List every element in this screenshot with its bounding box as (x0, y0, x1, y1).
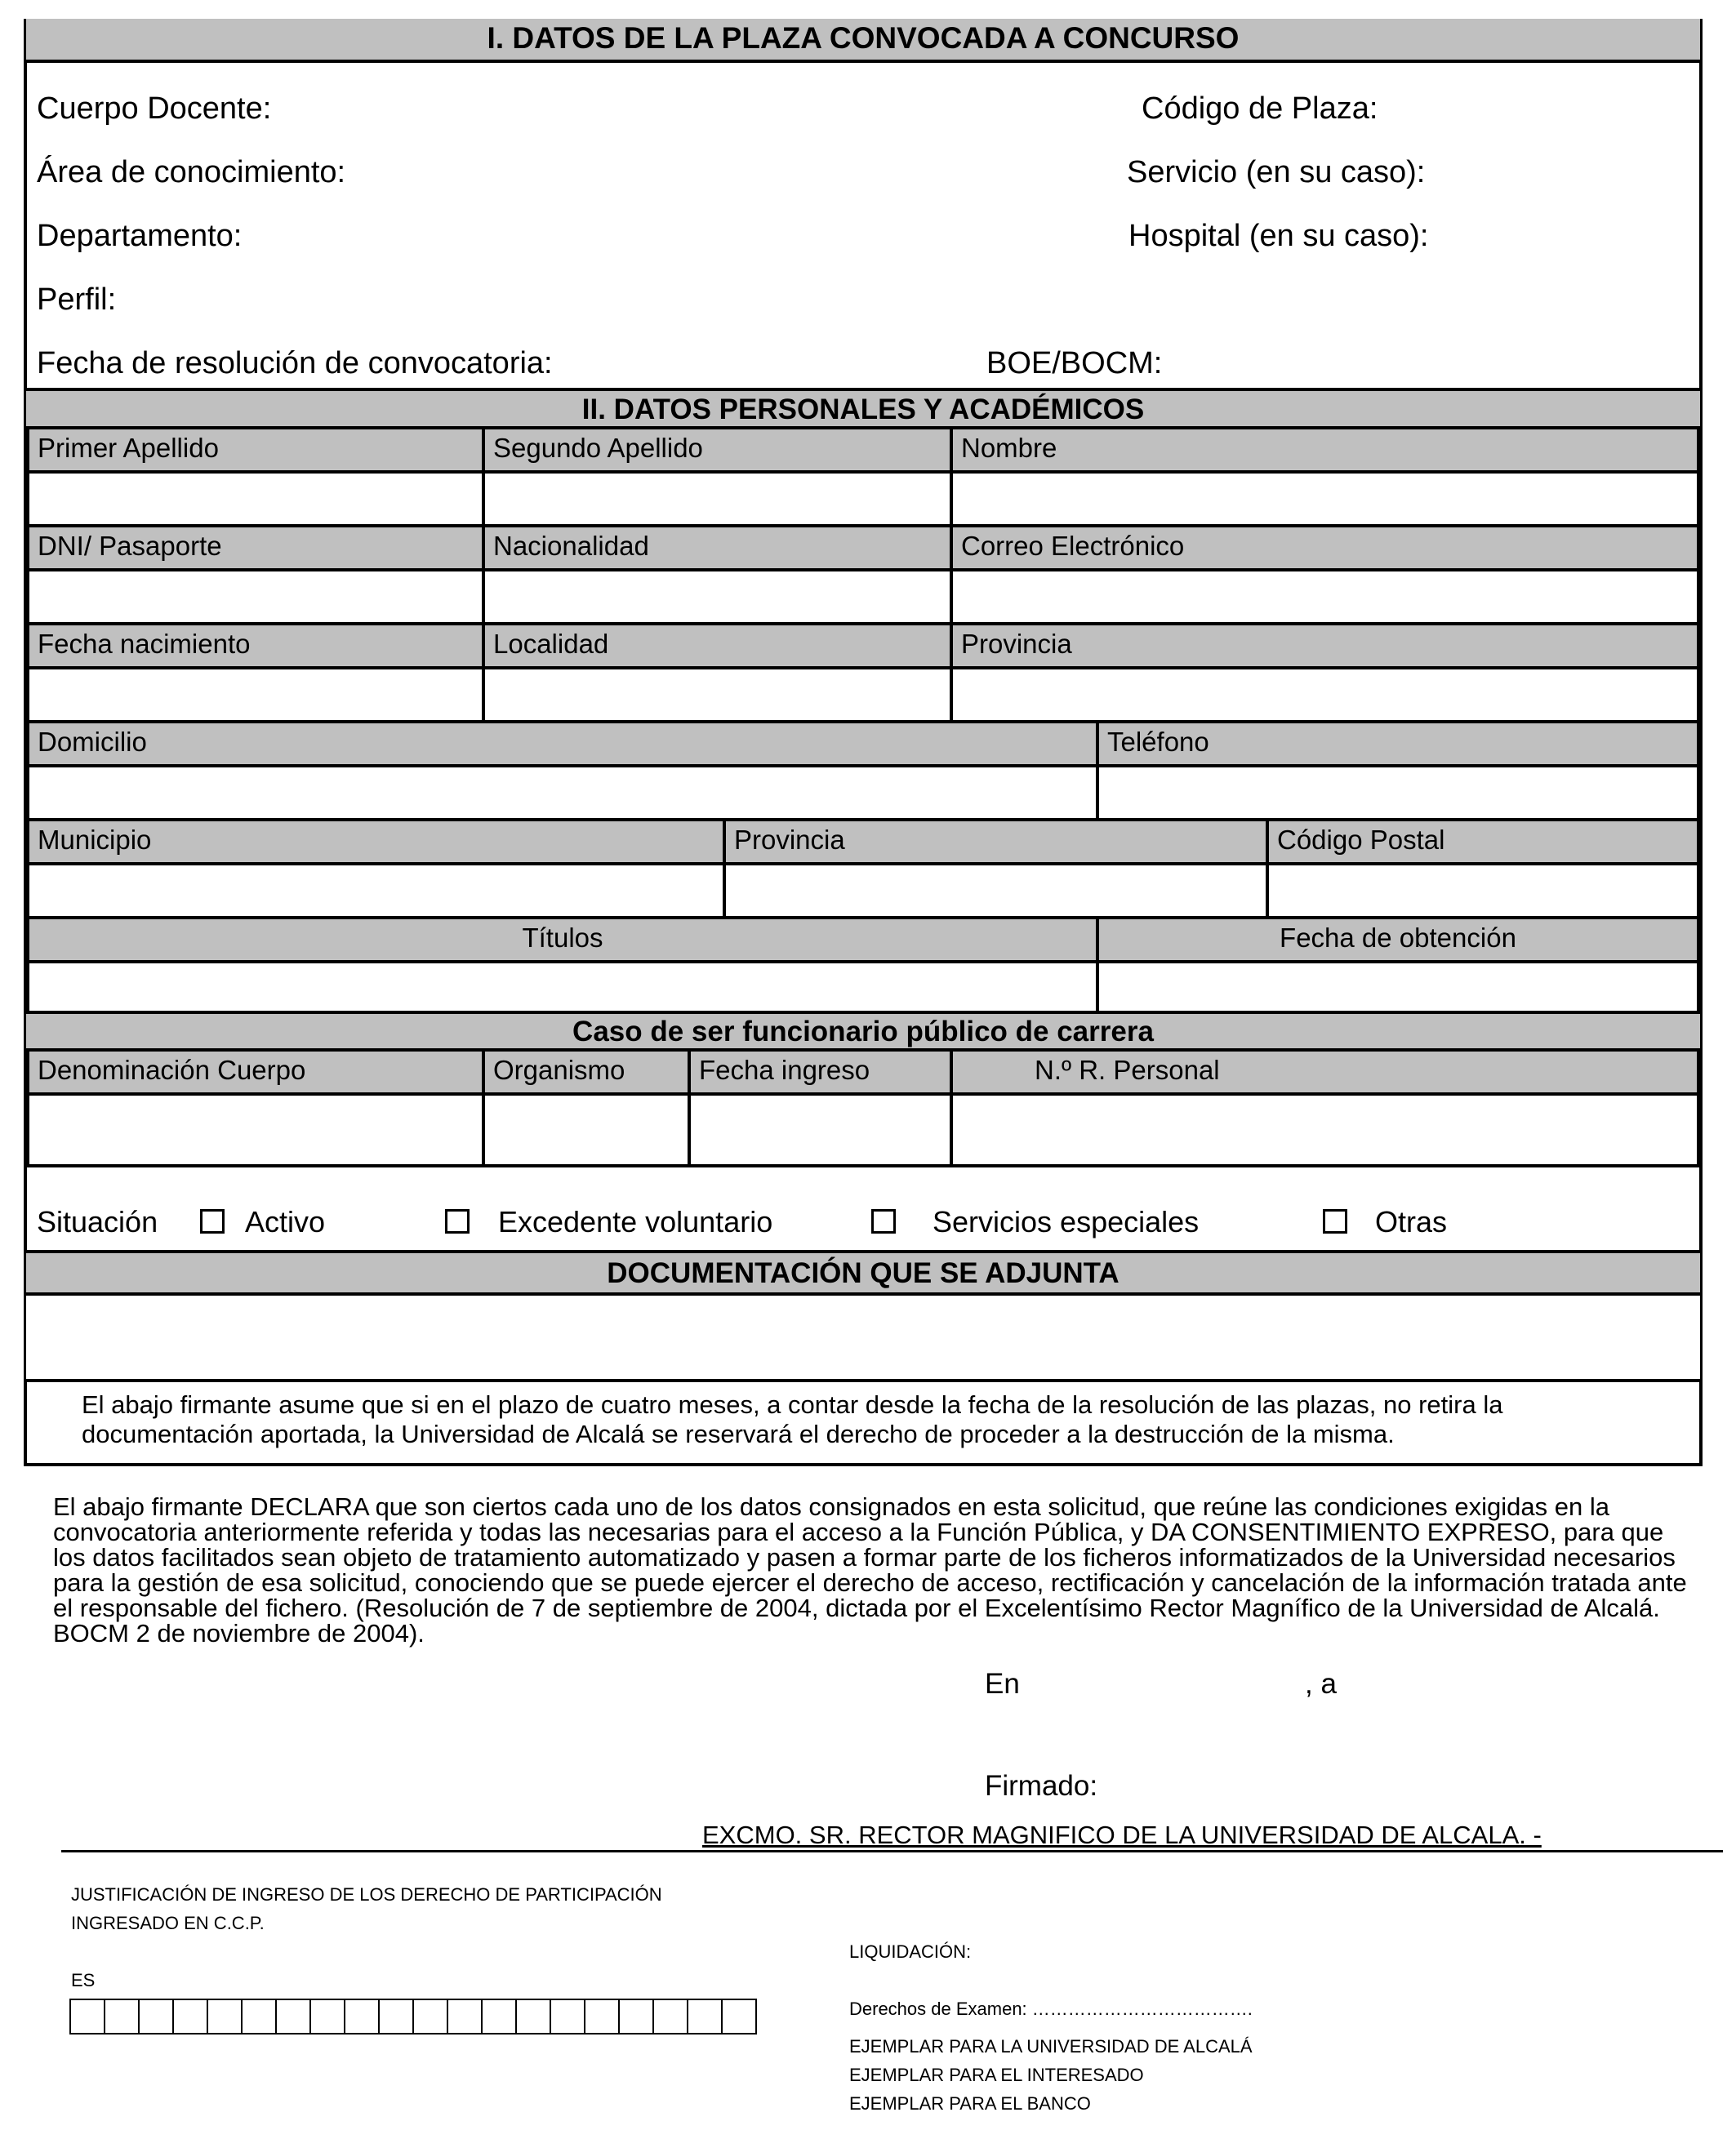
area-conocimiento-label: Área de conocimiento: (37, 155, 346, 189)
telefono-field[interactable] (1096, 764, 1700, 821)
fecha-nacimiento-field[interactable] (26, 666, 485, 723)
segundo-apellido-header: Segundo Apellido (482, 426, 953, 474)
ejemplar-banco: EJEMPLAR PARA EL BANCO (849, 2093, 1091, 2114)
justificacion-label: JUSTIFICACIÓN DE INGRESO DE LOS DERECHO DE PARTICIPACIÓN (71, 1884, 662, 1905)
primer-apellido-field[interactable] (26, 470, 485, 527)
otras-label: Otras (1375, 1205, 1448, 1238)
fecha-resolucion-label: Fecha de resolución de convocatoria: (37, 346, 553, 380)
ejemplar-universidad: EJEMPLAR PARA LA UNIVERSIDAD DE ALCALÁ (849, 2036, 1253, 2057)
declaration-text: El abajo firmante DECLARA que son ciertos cada uno de los datos consignados en esta solicitud, que reúne las condiciones exigidas en la convocatoria anteriormente referida y todas las necesarias para el acceso a la Función Pública, y DA CONSENTIMIENTO EXPRESO, para que los datos facilitados sean objeto de tratamiento automatizado y pasen a formar parte de los ficheros informatizados de la Universidad necesarios para la gestión de esa solicitud, conociendo que se puede ejercer el derecho de acceso, rectificación y cancelación de la información tratada ante el responsable del fichero. (Resolución de 7 de septiembre de 2004, dictada por el Excelentísimo Rector Magnífico de la Universidad de Alcalá. BOCM 2 de noviembre de 2004). (53, 1492, 1687, 1648)
derechos-examen-label: Derechos de Examen: ………………………………. (849, 1999, 1253, 2019)
iban-boxes[interactable] (71, 1999, 757, 2034)
documentacion-header (26, 1250, 1700, 1296)
fecha-obtencion-field[interactable] (1096, 960, 1700, 1014)
codigo-plaza-label: Código de Plaza: (1142, 91, 1378, 126)
municipio-header: Municipio (26, 818, 726, 865)
funcionario-title: Caso de ser funcionario público de carrera (572, 1016, 1154, 1047)
fecha-ingreso-field[interactable] (688, 1092, 953, 1167)
rector-addressee: EXCMO. SR. RECTOR MAGNIFICO DE LA UNIVERSIDAD DE ALCALA. - (702, 1821, 1542, 1849)
funcionario-header (26, 1011, 1700, 1052)
titulos-field[interactable] (26, 960, 1099, 1014)
denominacion-field[interactable] (26, 1092, 485, 1167)
fecha-obtencion-header: Fecha de obtención (1096, 916, 1700, 963)
section1-header (26, 19, 1700, 63)
section1-title: I. DATOS DE LA PLAZA CONVOCADA A CONCURSO (487, 21, 1240, 55)
correo-field[interactable] (950, 568, 1700, 625)
perfil-label: Perfil: (37, 282, 117, 317)
separator-line (61, 1850, 1723, 1852)
fecha-nacimiento-header: Fecha nacimiento (26, 622, 485, 669)
dni-field[interactable] (26, 568, 485, 625)
nombre-field[interactable] (950, 470, 1700, 527)
servicios-checkbox[interactable] (871, 1209, 896, 1234)
codigo-postal-field[interactable] (1266, 862, 1700, 919)
nombre-header: Nombre (950, 426, 1700, 474)
localidad-field[interactable] (482, 666, 953, 723)
nacionalidad-field[interactable] (482, 568, 953, 625)
provincia2-field[interactable] (723, 862, 1269, 919)
primer-apellido-header: Primer Apellido (26, 426, 485, 474)
ejemplar-interesado: EJEMPLAR PARA EL INTERESADO (849, 2065, 1144, 2085)
nro-personal-field[interactable] (950, 1092, 1700, 1167)
section2-title: II. DATOS PERSONALES Y ACADÉMICOS (581, 394, 1145, 425)
date-label: , a (1305, 1668, 1337, 1700)
excedente-checkbox[interactable] (445, 1209, 470, 1234)
provincia-header: Provincia (950, 622, 1700, 669)
localidad-header: Localidad (482, 622, 953, 669)
titulos-header: Títulos (26, 916, 1099, 963)
domicilio-field[interactable] (26, 764, 1099, 821)
municipio-field[interactable] (26, 862, 726, 919)
organismo-header: Organismo (482, 1048, 691, 1096)
servicio-label: Servicio (en su caso): (1127, 155, 1426, 189)
departamento-label: Departamento: (37, 219, 243, 253)
servicios-label: Servicios especiales (933, 1205, 1200, 1238)
place-label: En (985, 1668, 1020, 1700)
provincia-field[interactable] (950, 666, 1700, 723)
fecha-ingreso-header: Fecha ingreso (688, 1048, 953, 1096)
dni-header: DNI/ Pasaporte (26, 524, 485, 571)
telefono-header: Teléfono (1096, 720, 1700, 767)
organismo-field[interactable] (482, 1092, 691, 1167)
retention-note: El abajo firmante asume que si en el plazo de cuatro meses, a contar desde la fecha de la resolución de las plazas, no retira la documentación aportada, la Universidad de Alcalá se reservará el derecho de proceder a la destrucción de la misma. (82, 1390, 1503, 1448)
nro-personal-header: N.º R. Personal (950, 1048, 1700, 1096)
segundo-apellido-field[interactable] (482, 470, 953, 527)
documentacion-title: DOCUMENTACIÓN QUE SE ADJUNTA (607, 1257, 1119, 1289)
activo-label: Activo (245, 1205, 326, 1238)
codigo-postal-header: Código Postal (1266, 818, 1700, 865)
section2-header (26, 388, 1700, 429)
activo-checkbox[interactable] (200, 1209, 225, 1234)
denominacion-header: Denominación Cuerpo (26, 1048, 485, 1096)
ingresado-label: INGRESADO EN C.C.P. (71, 1913, 265, 1933)
nacionalidad-header: Nacionalidad (482, 524, 953, 571)
domicilio-header: Domicilio (26, 720, 1099, 767)
excedente-label: Excedente voluntario (498, 1205, 773, 1238)
correo-header: Correo Electrónico (950, 524, 1700, 571)
firmado-label: Firmado: (985, 1770, 1098, 1802)
es-label: ES (71, 1970, 96, 1990)
boe-bocm-label: BOE/BOCM: (986, 346, 1163, 380)
cuerpo-docente-label: Cuerpo Docente: (37, 91, 272, 126)
liquidacion-label: LIQUIDACIÓN: (849, 1941, 972, 1962)
otras-checkbox[interactable] (1323, 1209, 1347, 1234)
situacion-label: Situación (37, 1205, 158, 1238)
hospital-label: Hospital (en su caso): (1128, 219, 1429, 253)
documentacion-field[interactable] (26, 1292, 1700, 1382)
provincia2-header: Provincia (723, 818, 1269, 865)
